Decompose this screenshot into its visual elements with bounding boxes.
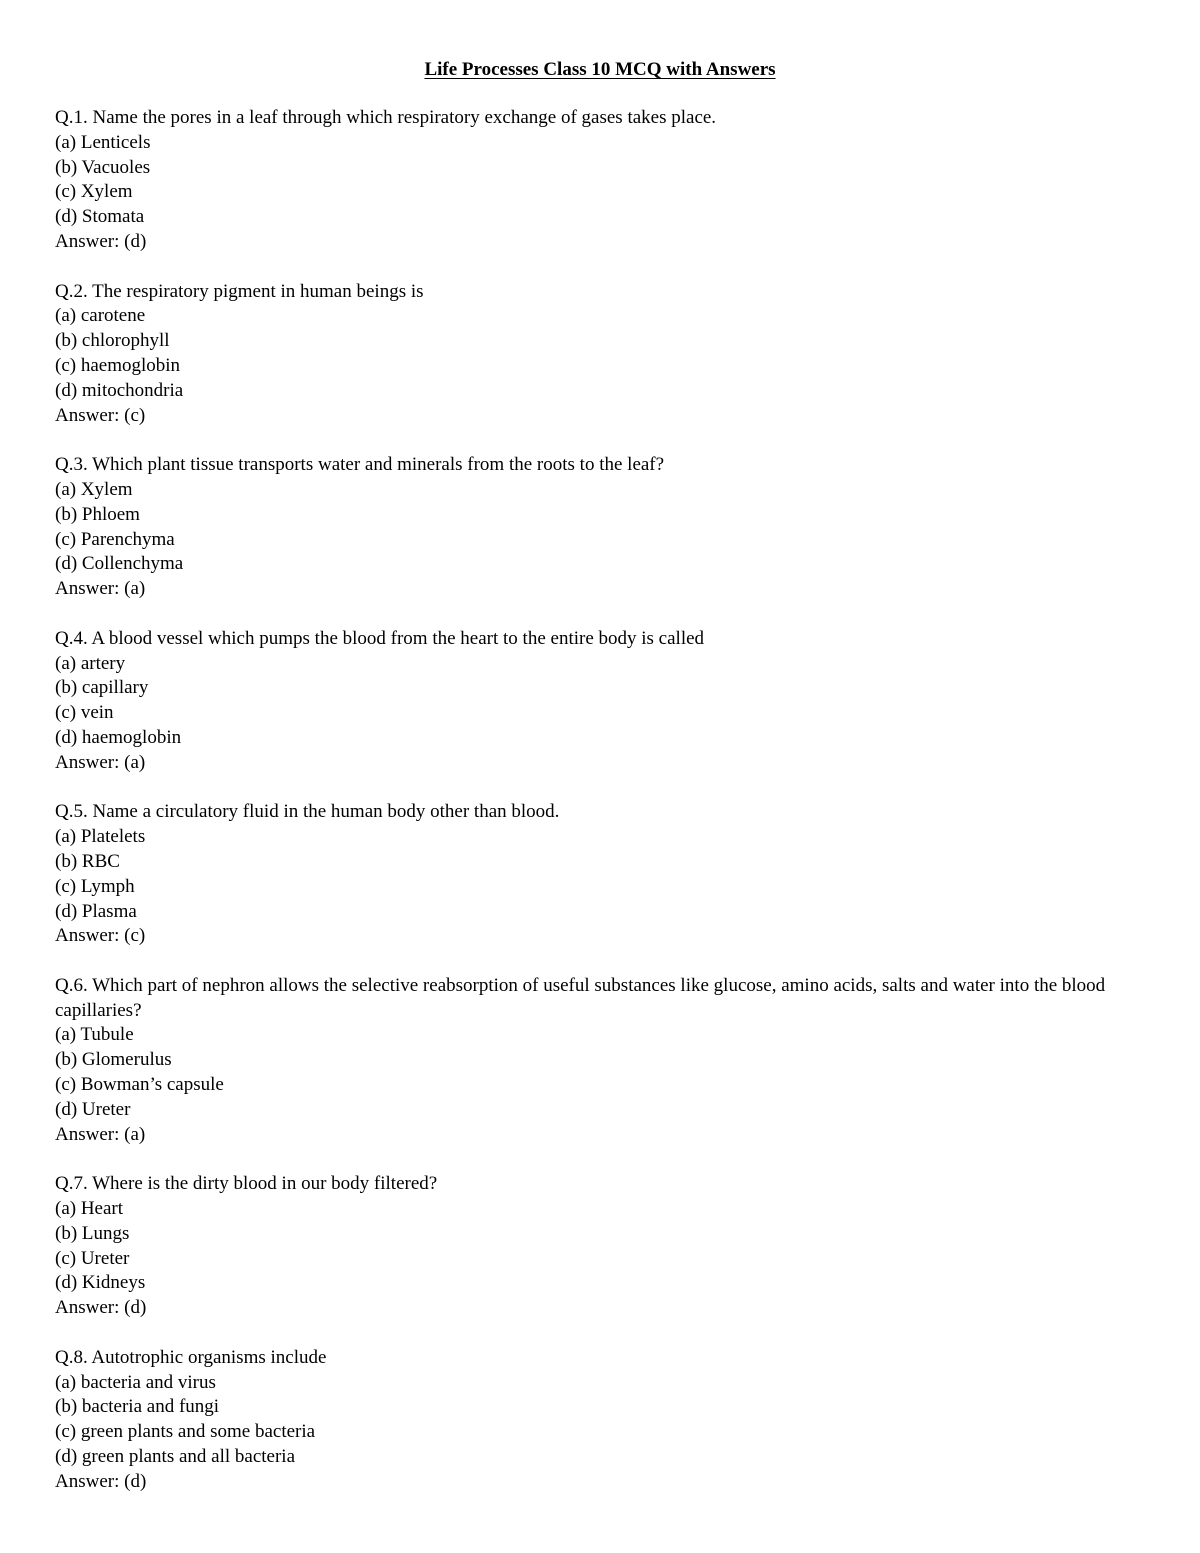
answer-text: Answer: (a) — [55, 578, 146, 600]
option-d: (d) haemoglobin — [55, 726, 182, 748]
option-a: (a) Heart — [55, 1198, 124, 1220]
option-a: (a) artery — [55, 652, 126, 674]
document-title: Life Processes Class 10 MCQ with Answers — [424, 59, 776, 80]
answer-text: Answer: (a) — [55, 751, 146, 773]
option-d: (d) green plants and all bacteria — [55, 1446, 296, 1468]
option-b: (b) Glomerulus — [55, 1049, 172, 1071]
option-c: (c) Parenchyma — [55, 528, 175, 550]
question-text: Q.1. Name the pores in a leaf through which respiratory exchange of gases takes place. — [55, 107, 717, 128]
question-text: Q.7. Where is the dirty blood in our body filtered? — [55, 1173, 438, 1195]
option-b: (b) capillary — [55, 677, 149, 699]
question-list — [55, 106, 1145, 1495]
option-d: (d) Kidneys — [55, 1272, 146, 1294]
option-c: (c) Xylem — [55, 181, 133, 203]
question-block — [55, 453, 1145, 602]
option-a: (a) Tubule — [55, 1024, 134, 1046]
option-b: (b) Phloem — [55, 503, 140, 525]
question-block — [55, 1346, 1145, 1495]
question-text: Q.6. Which part of nephron allows the selective reabsorption of useful substances like glucose, amino acids, salts and water into the blood capillaries? — [55, 974, 1106, 1021]
option-a: (a) carotene — [55, 305, 146, 327]
question-block — [55, 974, 1145, 1148]
option-a: (a) Xylem — [55, 478, 133, 500]
option-c: (c) Bowman’s capsule — [55, 1074, 224, 1096]
option-b: (b) Lungs — [55, 1222, 130, 1244]
option-d: (d) Plasma — [55, 900, 137, 922]
question-block — [55, 106, 1145, 255]
answer-text: Answer: (d) — [55, 1470, 147, 1492]
question-text: Q.5. Name a circulatory fluid in the human body other than blood. — [55, 801, 560, 823]
option-c: (c) green plants and some bacteria — [55, 1421, 316, 1443]
option-a: (a) bacteria and virus — [55, 1371, 216, 1393]
option-b: (b) RBC — [55, 850, 120, 872]
option-d: (d) mitochondria — [55, 379, 184, 401]
option-c: (c) Ureter — [55, 1247, 130, 1269]
answer-text: Answer: (d) — [55, 1297, 147, 1319]
option-d: (d) Collenchyma — [55, 553, 184, 575]
answer-text: Answer: (c) — [55, 404, 146, 426]
option-d: (d) Ureter — [55, 1098, 131, 1120]
option-c: (c) vein — [55, 702, 114, 724]
question-text: Q.8. Autotrophic organisms include — [55, 1346, 327, 1368]
option-a: (a) Lenticels — [55, 131, 151, 153]
answer-text: Answer: (c) — [55, 925, 146, 947]
question-block — [55, 627, 1145, 776]
question-block — [55, 280, 1145, 429]
option-b: (b) Vacuoles — [55, 156, 151, 178]
answer-text: Answer: (d) — [55, 230, 147, 252]
option-c: (c) haemoglobin — [55, 354, 181, 376]
question-block — [55, 1172, 1145, 1321]
answer-text: Answer: (a) — [55, 1123, 146, 1145]
option-b: (b) bacteria and fungi — [55, 1396, 220, 1418]
option-d: (d) Stomata — [55, 206, 145, 228]
option-b: (b) chlorophyll — [55, 330, 170, 352]
question-text: Q.4. A blood vessel which pumps the blood from the heart to the entire body is called — [55, 627, 705, 649]
question-text: Q.3. Which plant tissue transports water and minerals from the roots to the leaf? — [55, 454, 665, 476]
option-c: (c) Lymph — [55, 875, 135, 897]
question-text: Q.2. The respiratory pigment in human beings is — [55, 280, 424, 302]
option-a: (a) Platelets — [55, 826, 146, 848]
question-block — [55, 800, 1145, 949]
